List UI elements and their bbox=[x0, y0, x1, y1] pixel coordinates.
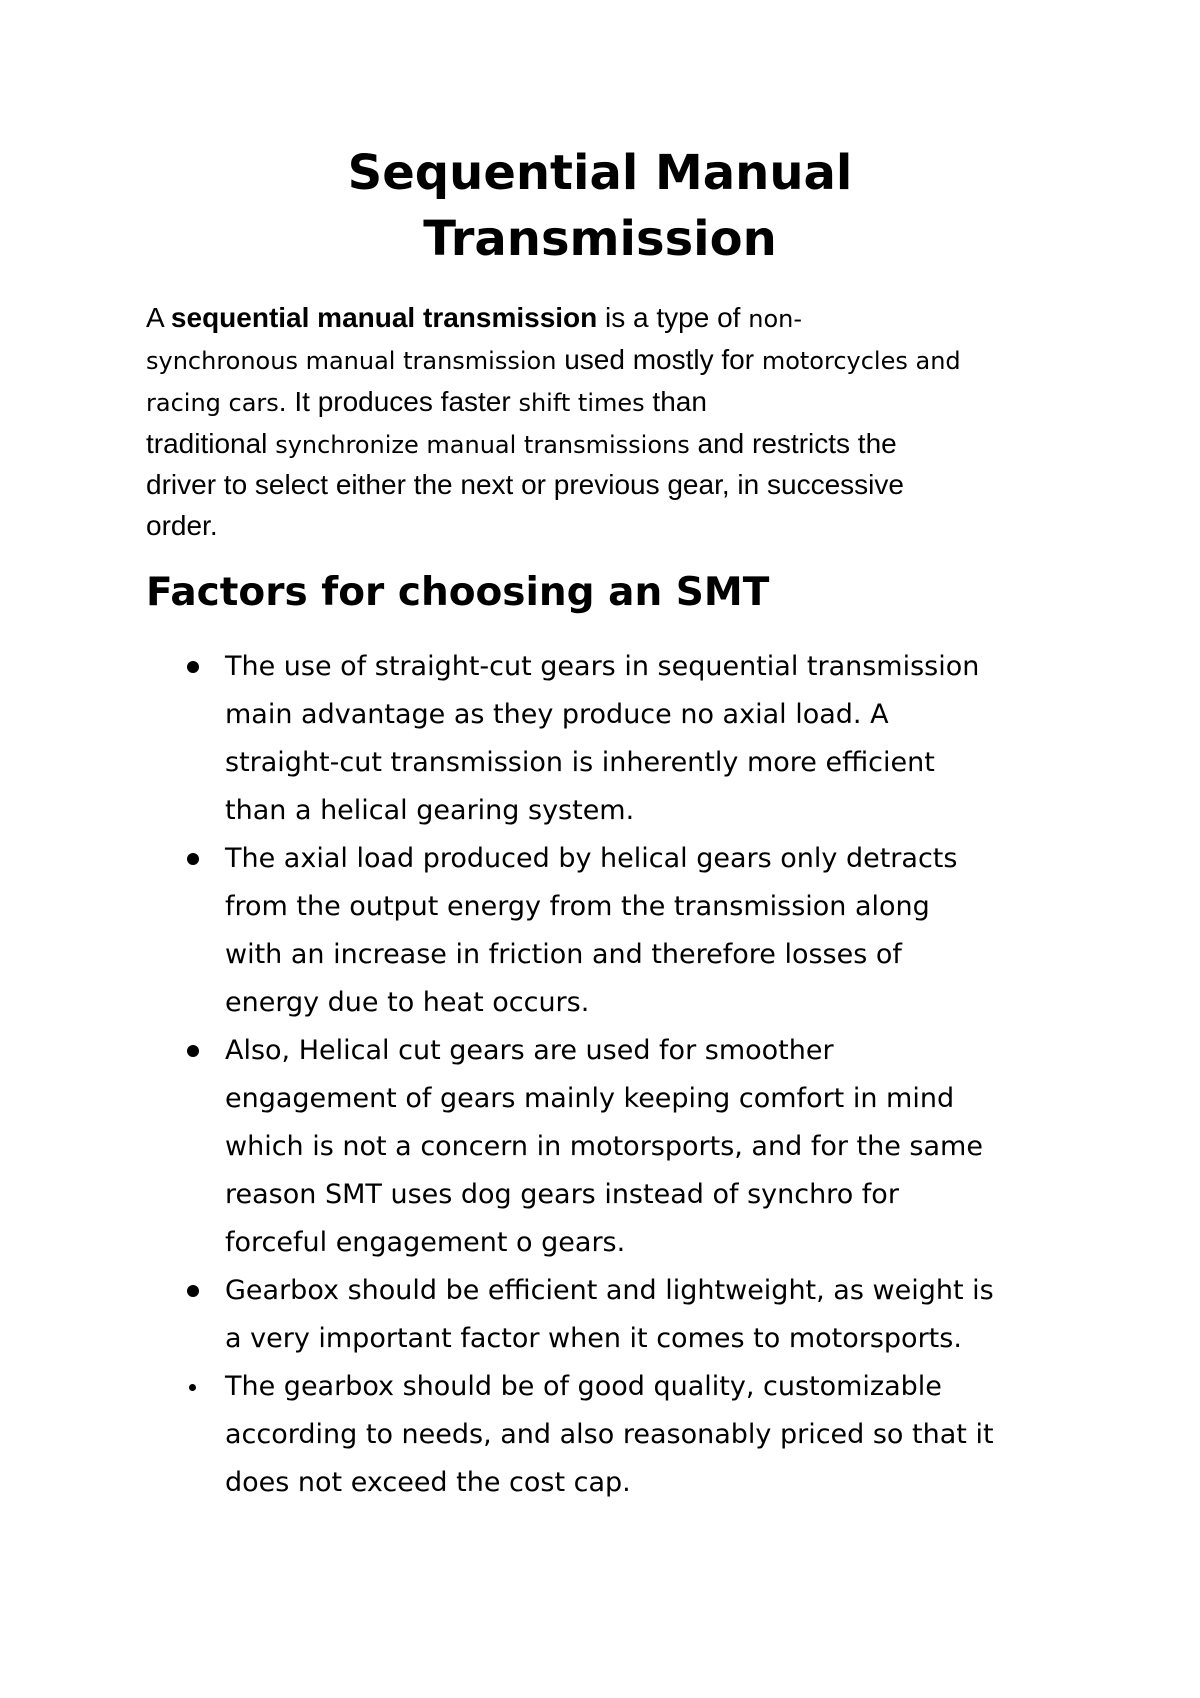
intro-text: non- bbox=[748, 305, 802, 333]
list-item-line: Gearbox should be efficient and lightweight, as weight is bbox=[225, 1275, 994, 1306]
intro-text: racing cars bbox=[146, 389, 279, 417]
intro-text: and restricts the bbox=[689, 428, 897, 459]
intro-text: motorcycles and bbox=[761, 347, 961, 375]
intro-line-3 bbox=[146, 381, 1086, 424]
list-item-line: which is not a concern in motorsports, and for the same bbox=[225, 1131, 983, 1162]
list-item-line: The axial load produced by helical gears only detracts bbox=[225, 843, 958, 874]
intro-text: is a type of bbox=[597, 302, 749, 333]
list-item-line: Also, Helical cut gears are used for smoother bbox=[225, 1035, 834, 1066]
list-item-line: from the output energy from the transmission along bbox=[225, 891, 930, 922]
bullet-icon bbox=[187, 661, 199, 673]
list-item-line: The use of straight-cut gears in sequential transmission bbox=[225, 651, 980, 682]
list-item-line: with an increase in friction and therefore losses of bbox=[225, 939, 902, 970]
intro-text: than bbox=[644, 386, 707, 417]
intro-text: synchronize manual transmissions bbox=[275, 431, 690, 459]
list-item-line: engagement of gears mainly keeping comfort in mind bbox=[225, 1083, 955, 1114]
intro-text: . It produces faster bbox=[278, 386, 519, 417]
intro-text: synchronous manual transmission bbox=[146, 347, 557, 375]
intro-text: A bbox=[146, 302, 171, 333]
intro-line-6: order. bbox=[146, 510, 218, 541]
list-item-line: main advantage as they produce no axial load. A bbox=[225, 699, 889, 730]
bullet-icon bbox=[189, 1384, 196, 1391]
bullet-icon bbox=[187, 853, 199, 865]
intro-line-2 bbox=[146, 339, 1086, 382]
intro-text: shift times bbox=[518, 389, 645, 417]
list-item-line: than a helical gearing system. bbox=[225, 795, 635, 826]
list-item-line: a very important factor when it comes to motorsports. bbox=[225, 1323, 962, 1354]
list-item-line: straight-cut transmission is inherently more efficient bbox=[225, 747, 935, 778]
document-title-line-1: Sequential Manual bbox=[347, 145, 853, 201]
intro-text: traditional bbox=[146, 428, 276, 459]
list-item-line: does not exceed the cost cap. bbox=[225, 1467, 631, 1498]
list-item-line: The gearbox should be of good quality, customizable bbox=[225, 1371, 942, 1402]
intro-term-bold: sequential manual transmission bbox=[170, 302, 598, 333]
list-item-line: according to needs, and also reasonably priced so that it bbox=[225, 1419, 994, 1450]
list-item-line: forceful engagement o gears. bbox=[225, 1227, 626, 1258]
bullet-icon bbox=[187, 1285, 199, 1297]
intro-text: used mostly for bbox=[556, 344, 762, 375]
document-title-line-2: Transmission bbox=[423, 211, 777, 267]
intro-line-1 bbox=[146, 297, 1086, 340]
list-item-line: energy due to heat occurs. bbox=[225, 987, 590, 1018]
section-heading: Factors for choosing an SMT bbox=[146, 570, 770, 615]
intro-line-4 bbox=[146, 423, 1086, 466]
bullet-icon bbox=[187, 1045, 199, 1057]
intro-line-5: driver to select either the next or previous gear, in successive bbox=[146, 469, 904, 500]
list-item-line: reason SMT uses dog gears instead of synchro for bbox=[225, 1179, 899, 1210]
